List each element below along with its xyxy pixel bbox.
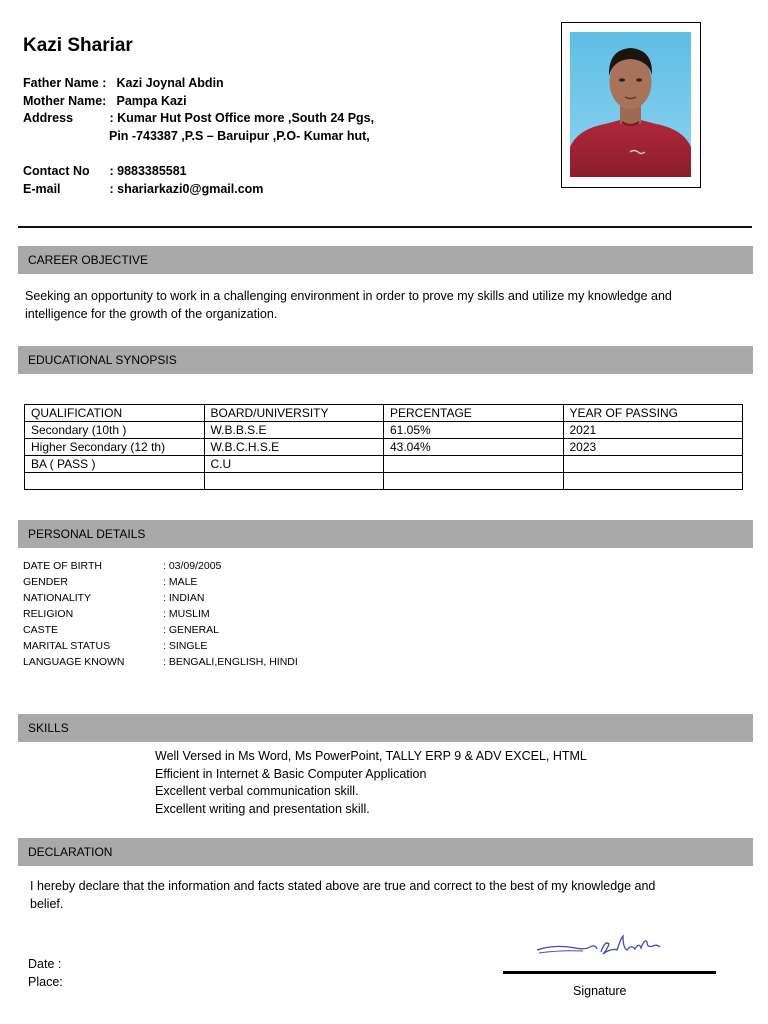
skills-list	[155, 748, 587, 818]
detail-value: : MALE	[163, 576, 198, 588]
address-line2: Pin -743387 ,P.S – Baruipur ,P.O- Kumar hut,	[109, 128, 370, 143]
declaration-line-1: I hereby declare that the information and facts stated above are true and correct to the best of my knowledge and	[30, 879, 656, 893]
candidate-name: Kazi Shariar	[23, 35, 133, 56]
personal-details-list	[23, 558, 423, 670]
detail-key: GENDER	[23, 576, 68, 588]
table-row	[25, 439, 743, 456]
header-info	[23, 75, 374, 198]
table-row	[25, 456, 743, 473]
section-declaration: DECLARATION	[18, 838, 753, 866]
detail-value: : SINGLE	[163, 640, 208, 652]
list-item	[23, 638, 423, 654]
declaration-line-2: belief.	[30, 897, 64, 911]
detail-key: NATIONALITY	[23, 592, 92, 604]
detail-key: DATE OF BIRTH	[23, 560, 102, 572]
table-cell: 2021	[563, 422, 743, 439]
list-item	[23, 654, 423, 670]
career-objective-text	[25, 287, 672, 323]
section-educational-synopsis: EDUCATIONAL SYNOPSIS	[18, 346, 753, 374]
table-cell	[25, 473, 205, 490]
email-row	[23, 181, 374, 199]
table-header-cell: BOARD/UNIVERSITY	[204, 405, 384, 422]
detail-key: CASTE	[23, 624, 59, 636]
section-career-objective: CAREER OBJECTIVE	[18, 246, 753, 274]
detail-value: : MUSLIM	[163, 608, 210, 620]
mother-row	[23, 93, 374, 111]
place-label: Place:	[28, 975, 63, 989]
detail-key: MARITAL STATUS	[23, 640, 111, 652]
table-header-cell: QUALIFICATION	[25, 405, 205, 422]
declaration-text	[30, 877, 655, 913]
list-item: Efficient in Internet & Basic Computer Application	[155, 766, 427, 781]
address-label: Address	[23, 111, 74, 125]
date-label: Date :	[28, 957, 62, 971]
father-row	[23, 75, 374, 93]
father-label: Father Name :	[23, 76, 107, 90]
handwritten-signature	[535, 930, 665, 967]
table-cell: 43.04%	[384, 439, 564, 456]
education-header-row	[25, 405, 743, 422]
detail-key: LANGUAGE KNOWN	[23, 656, 125, 668]
contact-label: Contact No	[23, 164, 90, 178]
list-item: Excellent writing and presentation skill.	[155, 801, 370, 816]
signature-line	[503, 971, 716, 974]
email-value: : shariarkazi0@gmail.com	[109, 181, 264, 196]
list-item	[23, 558, 423, 574]
table-cell	[563, 473, 743, 490]
address-row	[23, 110, 374, 128]
table-cell	[204, 473, 384, 490]
table-header-cell: YEAR OF PASSING	[563, 405, 743, 422]
section-personal-details: PERSONAL DETAILS	[18, 520, 753, 548]
header-divider	[18, 226, 752, 228]
table-cell: C.U	[204, 456, 384, 473]
section-skills: SKILLS	[18, 714, 753, 742]
list-item	[23, 574, 423, 590]
table-cell: Secondary (10th )	[25, 422, 205, 439]
address-line1: : Kumar Hut Post Office more ,South 24 Pgs,	[109, 111, 375, 125]
table-row	[25, 422, 743, 439]
career-line-2: intelligence for the growth of the organization.	[25, 307, 278, 321]
list-item: Excellent verbal communication skill.	[155, 784, 359, 798]
email-label: E-mail	[23, 181, 61, 196]
table-header-cell: PERCENTAGE	[384, 405, 564, 422]
table-cell: BA ( PASS )	[25, 456, 205, 473]
table-cell: 61.05%	[384, 422, 564, 439]
photo-frame	[561, 22, 701, 188]
detail-value: : 03/09/2005	[163, 560, 222, 572]
list-item	[23, 606, 423, 622]
detail-value: : BENGALI,ENGLISH, HINDI	[163, 656, 298, 668]
table-cell: 2023	[563, 439, 743, 456]
table-cell: W.B.C.H.S.E	[204, 439, 384, 456]
father-value: Kazi Joynal Abdin	[116, 76, 224, 90]
table-cell	[384, 473, 564, 490]
signature-caption: Signature	[573, 984, 627, 998]
table-cell	[384, 456, 564, 473]
list-item	[23, 590, 423, 606]
address-row-2	[23, 128, 374, 146]
contact-value: : 9883385581	[109, 164, 187, 178]
table-cell: W.B.B.S.E	[204, 422, 384, 439]
list-item: Well Versed in Ms Word, Ms PowerPoint, TALLY ERP 9 & ADV EXCEL, HTML	[155, 749, 587, 763]
table-row	[25, 473, 743, 490]
contact-row	[23, 163, 374, 181]
detail-value: : INDIAN	[163, 592, 205, 604]
profile-photo	[570, 32, 691, 177]
detail-key: RELIGION	[23, 608, 74, 620]
detail-value: : GENERAL	[163, 624, 220, 636]
list-item	[23, 622, 423, 638]
mother-value: Pampa Kazi	[116, 93, 187, 108]
table-cell	[563, 456, 743, 473]
career-line-1: Seeking an opportunity to work in a challenging environment in order to prove my skills and utilize my knowledge and	[25, 289, 672, 303]
education-table	[24, 404, 743, 490]
table-cell: Higher Secondary (12 th)	[25, 439, 205, 456]
mother-label: Mother Name:	[23, 93, 107, 108]
